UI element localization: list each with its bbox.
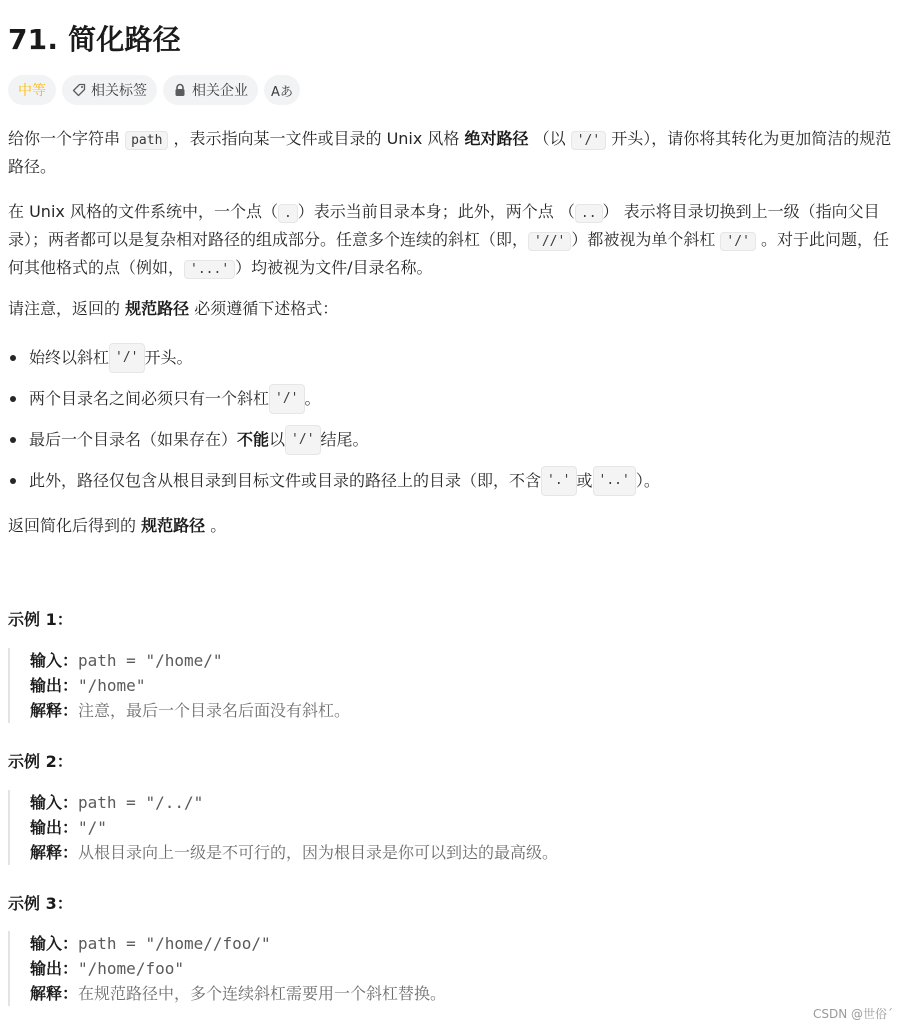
description-paragraph-2: 在 Unix 风格的文件系统中，一个点（ . ）表示当前目录本身；此外，两个点 （ .. ） 表示将目录切换到上一级（指向父目录）；两者都可以是复杂相对路径的组成部分。任意多个连续的斜杠（即， '//' ）都被视为单个斜杠 '/' 。对于此问题，任何其他格式的点（例如， '...' ）均被视为文件/目录名称。 xyxy=(8,202,889,277)
list-item: 此外，路径仅包含从根目录到目标文件或目录的路径上的目录（即，不含 '.' 或 '..' ）。 xyxy=(8,466,660,496)
description-paragraph-4: 返回简化后得到的 规范路径 。 xyxy=(8,516,227,535)
example-1-heading: 示例 1： xyxy=(8,610,73,629)
tag-bar xyxy=(8,75,300,105)
bullet-dot xyxy=(10,478,16,484)
bullet-dot xyxy=(10,396,16,402)
example-2-block: 输入：path = "/../" 输出："/" 解释：从根目录向上一级是不可行的，因为根目录是你可以到达的最高级。 xyxy=(8,790,558,865)
description-paragraph-3: 请注意，返回的 规范路径 必须遵循下述格式： xyxy=(8,299,339,318)
translate-icon: Aあ xyxy=(271,84,293,100)
problem-title: 71. 简化路径 xyxy=(8,23,181,56)
tag-icon xyxy=(72,83,86,97)
lock-icon xyxy=(173,83,187,97)
bullet-dot xyxy=(10,355,16,361)
list-item: 最后一个目录名（如果存在） 不能 以 '/' 结尾。 xyxy=(8,425,369,455)
related-companies-label: 相关企业 xyxy=(192,83,248,99)
related-topics-label: 相关标签 xyxy=(91,83,147,99)
description-paragraph-1: 给你一个字符串 path ，表示指向某一文件或目录的 Unix 风格 绝对路径 （以 '/' 开头），请你将其转化为更加简洁的规范路径。 xyxy=(8,129,892,176)
list-item: 始终以斜杠 '/' 开头。 xyxy=(8,343,193,373)
example-1-block: 输入：path = "/home/" 输出："/home" 解释：注意，最后一个目录名后面没有斜杠。 xyxy=(8,648,350,723)
example-3-block: 输入：path = "/home//foo/" 输出："/home/foo" 解释：在规范路径中，多个连续斜杠需要用一个斜杠替换。 xyxy=(8,931,446,1006)
list-item: 两个目录名之间必须只有一个斜杠 '/' 。 xyxy=(8,384,321,414)
example-3-heading: 示例 3： xyxy=(8,894,73,913)
example-2-heading: 示例 2： xyxy=(8,752,73,771)
bullet-dot xyxy=(10,437,16,443)
related-topics-button[interactable] xyxy=(62,75,157,105)
translate-button[interactable] xyxy=(264,75,300,105)
difficulty-badge[interactable]: 中等 xyxy=(8,75,56,105)
watermark: CSDN @世俗ˊ xyxy=(812,1007,893,1021)
related-companies-button[interactable] xyxy=(163,75,258,105)
